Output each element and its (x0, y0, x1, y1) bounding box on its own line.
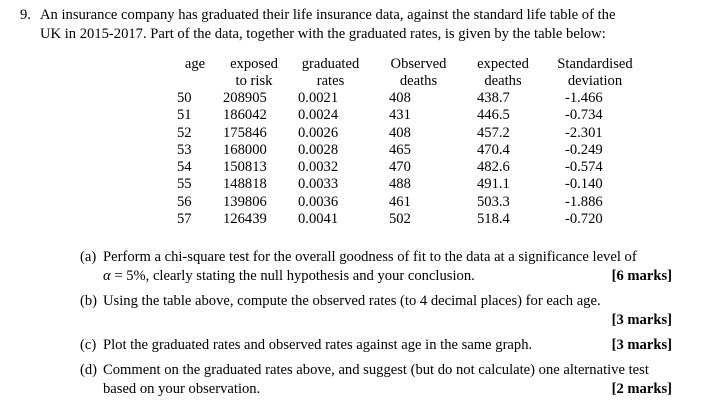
table-row (171, 159, 649, 176)
part-c-marks: [3 marks] (611, 337, 672, 353)
cell-exposed: 150813 (223, 159, 267, 176)
cell-standardised-deviation: -0.140 (565, 176, 603, 193)
cell-age: 56 (177, 193, 192, 210)
cell-observed-deaths: 488 (389, 176, 411, 193)
part-a-line-2 (103, 267, 672, 286)
header-exposed-to-risk: exposed to risk (230, 56, 278, 89)
cell-standardised-deviation: -1.466 (565, 90, 603, 106)
part-d-line-2 (103, 380, 672, 399)
part-b-line-2 (103, 311, 672, 330)
part-c-line-1 (103, 336, 672, 355)
cell-expected-deaths: 482.6 (477, 159, 510, 176)
header-standardised-deviation: Standardised deviation (557, 56, 633, 89)
cell-age: 50 (177, 90, 192, 106)
mortality-table (171, 56, 649, 228)
part-b-label: (b) (80, 293, 98, 309)
question-intro-line-1 (20, 6, 680, 25)
cell-expected-deaths: 518.4 (477, 211, 510, 228)
cell-expected-deaths: 503.3 (477, 193, 510, 210)
cell-observed-deaths: 461 (389, 193, 411, 210)
question-block (20, 6, 680, 44)
table-row (171, 90, 649, 107)
cell-observed-deaths: 408 (389, 124, 411, 141)
part-d (80, 361, 672, 399)
part-c (80, 336, 672, 355)
header-graduated-rates: graduated rates (301, 56, 360, 89)
part-d-line-1: Comment on the graduated rates above, and suggest (but do not calculate) one alternative test (103, 362, 649, 378)
header-observed-deaths: Observed deaths (390, 56, 447, 89)
cell-exposed: 126439 (223, 211, 267, 228)
cell-standardised-deviation: -0.574 (565, 159, 603, 176)
cell-exposed: 148818 (223, 176, 267, 193)
part-d-line-2-text: based on your observation. (103, 381, 261, 397)
cell-graduated-rate: 0.0024 (298, 107, 339, 124)
cell-age: 55 (177, 176, 192, 193)
header-age: age (184, 56, 206, 72)
cell-graduated-rate: 0.0036 (298, 193, 339, 210)
question-number: 9. (20, 7, 31, 23)
cell-standardised-deviation: -0.249 (565, 141, 603, 158)
part-d-label: (d) (80, 362, 98, 378)
cell-age: 53 (177, 141, 192, 158)
part-b (80, 292, 672, 330)
question-parts (80, 248, 672, 399)
part-b-marks: [3 marks] (611, 312, 672, 328)
cell-expected-deaths: 470.4 (477, 141, 510, 158)
question-intro-line-2: UK in 2015-2017. Part of the data, together with the graduated rates, is given by the table below: (40, 26, 606, 42)
part-a-line-1: Perform a chi-square test for the overall goodness of fit to the data at a significance level of (103, 249, 637, 265)
alpha-symbol: α (103, 268, 111, 284)
question-intro-text-1: An insurance company has graduated their life insurance data, against the standard life table of the (40, 7, 616, 23)
cell-expected-deaths: 446.5 (477, 107, 510, 124)
cell-expected-deaths: 457.2 (477, 124, 510, 141)
cell-graduated-rate: 0.0028 (298, 141, 339, 158)
cell-exposed: 168000 (223, 141, 267, 158)
table-row (171, 107, 649, 124)
part-a-label: (a) (80, 249, 97, 265)
cell-expected-deaths: 491.1 (477, 176, 510, 193)
cell-expected-deaths: 438.7 (477, 90, 510, 106)
cell-exposed: 175846 (223, 124, 267, 141)
part-a-line-2-text: = 5%, clearly stating the null hypothesis and your conclusion. (110, 268, 475, 284)
cell-exposed: 186042 (223, 107, 267, 124)
part-d-marks: [2 marks] (611, 381, 672, 397)
table-row (171, 194, 649, 211)
cell-observed-deaths: 431 (389, 107, 411, 124)
cell-age: 52 (177, 124, 192, 141)
table-row (171, 125, 649, 142)
cell-exposed: 139806 (223, 193, 267, 210)
table-row (171, 142, 649, 159)
cell-graduated-rate: 0.0021 (298, 90, 339, 106)
part-c-label: (c) (80, 337, 97, 353)
cell-age: 54 (177, 159, 192, 176)
cell-age: 51 (177, 107, 192, 124)
part-a (80, 248, 672, 286)
table-row (171, 176, 649, 193)
part-c-line-1-text: Plot the graduated rates and observed rates against age in the same graph. (103, 337, 533, 353)
cell-standardised-deviation: -0.734 (565, 107, 603, 124)
cell-graduated-rate: 0.0033 (298, 176, 339, 193)
cell-standardised-deviation: -1.886 (565, 193, 603, 210)
cell-graduated-rate: 0.0026 (298, 124, 339, 141)
cell-standardised-deviation: -2.301 (565, 124, 603, 141)
cell-graduated-rate: 0.0032 (298, 159, 339, 176)
cell-observed-deaths: 465 (389, 141, 411, 158)
table-row (171, 211, 649, 228)
cell-exposed: 208905 (223, 90, 267, 106)
cell-observed-deaths: 470 (389, 159, 411, 176)
cell-observed-deaths: 408 (389, 90, 411, 106)
part-a-marks: [6 marks] (611, 268, 672, 284)
cell-graduated-rate: 0.0041 (298, 211, 339, 228)
cell-age: 57 (177, 211, 192, 228)
cell-standardised-deviation: -0.720 (565, 211, 603, 228)
part-b-line-1: Using the table above, compute the observed rates (to 4 decimal places) for each age. (103, 293, 601, 309)
cell-observed-deaths: 502 (389, 211, 411, 228)
header-expected-deaths: expected deaths (477, 56, 529, 89)
table-header-row (171, 56, 649, 90)
